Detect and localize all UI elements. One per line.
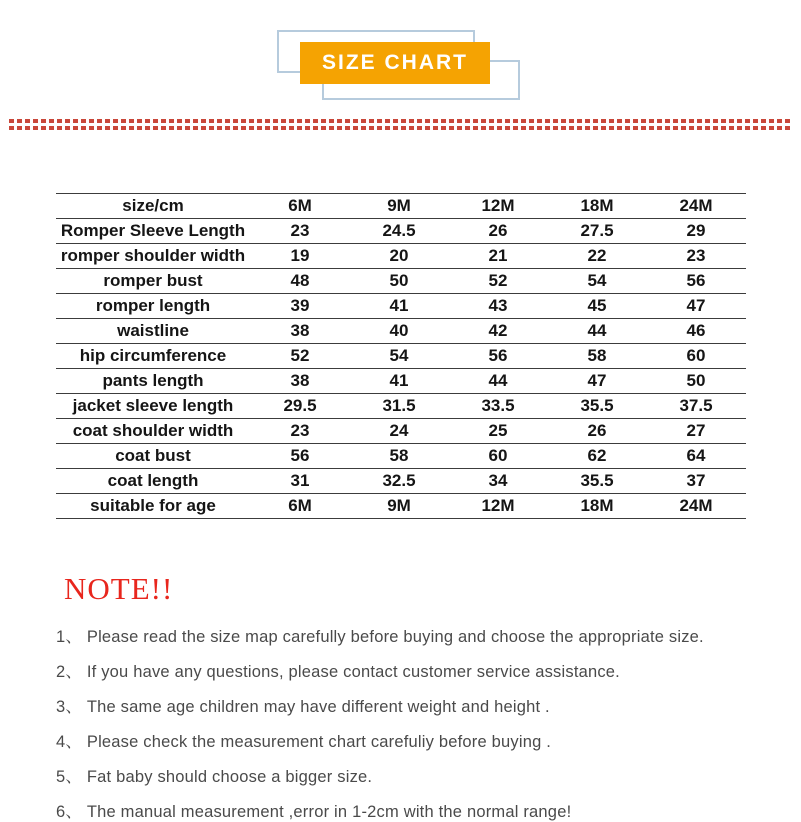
measurement-label: suitable for age bbox=[90, 496, 216, 515]
measurement-value: 23 bbox=[290, 421, 310, 440]
measurement-value: 38 bbox=[290, 321, 310, 340]
measurement-value: 38 bbox=[290, 371, 310, 390]
size-table-row bbox=[56, 344, 746, 369]
measurement-value: 29.5 bbox=[283, 396, 317, 415]
measurement-label: jacket sleeve length bbox=[72, 396, 234, 415]
note-item: 3、 The same age children may have different weight and height . bbox=[56, 698, 550, 716]
measurement-value: 62 bbox=[587, 446, 607, 465]
divider-stripe bbox=[9, 119, 792, 123]
size-table-row bbox=[56, 319, 746, 344]
measurement-value: 47 bbox=[587, 371, 607, 390]
measurement-label: coat length bbox=[107, 471, 199, 490]
measurement-value: 37 bbox=[686, 471, 706, 490]
size-table-col-size: 24M bbox=[679, 196, 713, 215]
measurement-value: 24 bbox=[389, 421, 409, 440]
size-table-col-size: 9M bbox=[387, 196, 411, 215]
measurement-value: 52 bbox=[290, 346, 310, 365]
measurement-value: 6M bbox=[288, 496, 312, 515]
measurement-value: 50 bbox=[686, 371, 706, 390]
measurement-value: 54 bbox=[389, 346, 409, 365]
measurement-value: 25 bbox=[488, 421, 508, 440]
measurement-label: romper shoulder width bbox=[60, 246, 246, 265]
size-table-row bbox=[56, 294, 746, 319]
size-table-body bbox=[56, 219, 746, 519]
banner bbox=[0, 0, 801, 112]
measurement-value: 21 bbox=[488, 246, 508, 265]
measurement-label: waistline bbox=[117, 321, 189, 340]
measurement-label: romper length bbox=[95, 296, 211, 315]
size-table bbox=[56, 193, 746, 519]
size-table-col-size: 6M bbox=[288, 196, 312, 215]
size-table-col-size: 18M bbox=[580, 196, 614, 215]
measurement-value: 33.5 bbox=[481, 396, 515, 415]
measurement-value: 26 bbox=[587, 421, 607, 440]
measurement-value: 26 bbox=[488, 221, 508, 240]
measurement-label: hip circumference bbox=[79, 346, 227, 365]
measurement-value: 60 bbox=[488, 446, 508, 465]
size-table-row bbox=[56, 494, 746, 519]
measurement-value: 37.5 bbox=[679, 396, 713, 415]
measurement-value: 18M bbox=[580, 496, 614, 515]
measurement-label: pants length bbox=[102, 371, 204, 390]
measurement-value: 23 bbox=[290, 221, 310, 240]
size-table-row bbox=[56, 244, 746, 269]
measurement-value: 52 bbox=[488, 271, 508, 290]
measurement-value: 44 bbox=[587, 321, 607, 340]
measurement-label: Romper Sleeve Length bbox=[60, 221, 246, 240]
measurement-value: 19 bbox=[290, 246, 310, 265]
measurement-value: 34 bbox=[488, 471, 508, 490]
measurement-value: 44 bbox=[488, 371, 508, 390]
measurement-value: 56 bbox=[488, 346, 508, 365]
measurement-value: 31 bbox=[290, 471, 310, 490]
measurement-value: 58 bbox=[389, 446, 409, 465]
size-table-col-size: 12M bbox=[481, 196, 515, 215]
size-table-row bbox=[56, 419, 746, 444]
measurement-value: 46 bbox=[686, 321, 706, 340]
measurement-value: 47 bbox=[686, 296, 706, 315]
note-item: 5、 Fat baby should choose a bigger size. bbox=[56, 768, 373, 786]
note-list bbox=[56, 623, 761, 822]
note-item: 2、 If you have any questions, please contact customer service assistance. bbox=[56, 663, 620, 681]
measurement-value: 45 bbox=[587, 296, 607, 315]
measurement-value: 27 bbox=[686, 421, 706, 440]
size-table-col-label: size/cm bbox=[122, 196, 184, 215]
measurement-value: 27.5 bbox=[580, 221, 614, 240]
measurement-value: 22 bbox=[587, 246, 607, 265]
measurement-value: 42 bbox=[488, 321, 508, 340]
notes-section bbox=[0, 571, 801, 822]
measurement-value: 58 bbox=[587, 346, 607, 365]
measurement-value: 50 bbox=[389, 271, 409, 290]
size-table-row bbox=[56, 444, 746, 469]
measurement-value: 29 bbox=[686, 221, 706, 240]
note-item: 6、 The manual measurement ,error in 1-2cm with the normal range! bbox=[56, 803, 572, 821]
measurement-value: 35.5 bbox=[580, 471, 614, 490]
measurement-value: 54 bbox=[587, 271, 607, 290]
measurement-value: 41 bbox=[389, 371, 409, 390]
measurement-value: 32.5 bbox=[382, 471, 416, 490]
measurement-label: romper bust bbox=[103, 271, 203, 290]
size-table-row bbox=[56, 219, 746, 244]
measurement-value: 35.5 bbox=[580, 396, 614, 415]
size-table-head bbox=[56, 194, 746, 219]
measurement-value: 12M bbox=[481, 496, 515, 515]
size-chart-title-box bbox=[300, 42, 490, 84]
size-table-row bbox=[56, 269, 746, 294]
size-table-row bbox=[56, 394, 746, 419]
size-table-row bbox=[56, 369, 746, 394]
measurement-value: 43 bbox=[488, 296, 508, 315]
striped-divider bbox=[9, 119, 792, 130]
measurement-label: coat bust bbox=[115, 446, 191, 465]
divider-stripe bbox=[9, 126, 792, 130]
measurement-value: 41 bbox=[389, 296, 409, 315]
measurement-label: coat shoulder width bbox=[72, 421, 234, 440]
measurement-value: 31.5 bbox=[382, 396, 416, 415]
size-chart-title: SIZE CHART bbox=[322, 51, 468, 74]
measurement-value: 24.5 bbox=[382, 221, 416, 240]
note-item: 4、 Please check the measurement chart carefuliy before buying . bbox=[56, 733, 552, 751]
measurement-value: 39 bbox=[290, 296, 310, 315]
measurement-value: 40 bbox=[389, 321, 409, 340]
note-item: 1、 Please read the size map carefully before buying and choose the appropriate size. bbox=[56, 628, 704, 646]
size-table-row bbox=[56, 469, 746, 494]
measurement-value: 60 bbox=[686, 346, 706, 365]
size-table-header-row bbox=[56, 194, 746, 219]
measurement-value: 56 bbox=[686, 271, 706, 290]
measurement-value: 56 bbox=[290, 446, 310, 465]
measurement-value: 64 bbox=[686, 446, 706, 465]
measurement-value: 23 bbox=[686, 246, 706, 265]
measurement-value: 24M bbox=[679, 496, 713, 515]
measurement-value: 9M bbox=[387, 496, 411, 515]
measurement-value: 20 bbox=[389, 246, 409, 265]
note-title: NOTE!! bbox=[64, 571, 174, 606]
measurement-value: 48 bbox=[290, 271, 310, 290]
